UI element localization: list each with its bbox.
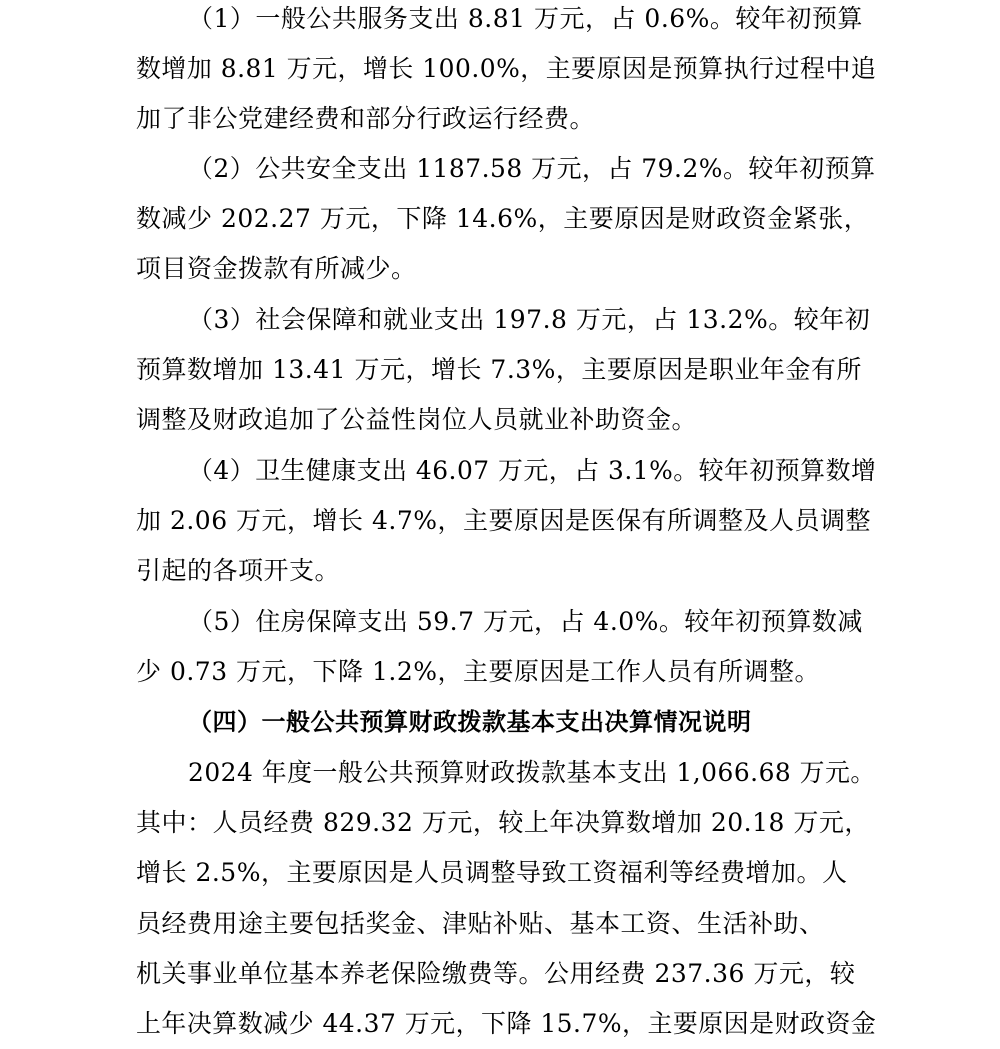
text-line: 项目资金拨款有所减少。 [136, 254, 417, 283]
text-line: （3）社会保障和就业支出 197.8 万元，占 13.2%。较年初 [188, 305, 871, 334]
text-line: 机关事业单位基本养老保险缴费等。公用经费 237.36 万元，较 [136, 959, 856, 988]
text-line: 引起的各项开支。 [136, 556, 341, 585]
text-line: 调整及财政追加了公益性岗位人员就业补助资金。 [136, 405, 698, 434]
text-line: 其中：人员经费 829.32 万元，较上年决算数增加 20.18 万元， [136, 808, 870, 837]
text-line: 预算数增加 13.41 万元，增长 7.3%，主要原因是职业年金有所 [136, 355, 862, 384]
text-line: 数减少 202.27 万元，下降 14.6%，主要原因是财政资金紧张， [136, 204, 870, 233]
text-line: 加了非公党建经费和部分行政运行经费。 [136, 104, 596, 133]
text-line: 加 2.06 万元，增长 4.7%，主要原因是医保有所调整及人员调整 [136, 506, 872, 535]
text-line: 少 0.73 万元，下降 1.2%，主要原因是工作人员有所调整。 [136, 657, 821, 686]
text-line: 增长 2.5%，主要原因是人员调整导致工资福利等经费增加。人 [136, 858, 848, 887]
text-line: 2024 年度一般公共预算财政拨款基本支出 1,066.68 万元。 [188, 758, 876, 787]
text-line: （1）一般公共服务支出 8.81 万元，占 0.6%。较年初预算 [188, 4, 863, 33]
text-line: 上年决算数减少 44.37 万元，下降 15.7%，主要原因是财政资金 [136, 1009, 877, 1038]
text-line: （2）公共安全支出 1187.58 万元，占 79.2%。较年初预算 [188, 154, 876, 183]
text-line: 员经费用途主要包括奖金、津贴补贴、基本工资、生活补助、 [136, 909, 825, 938]
text-line: （5）住房保障支出 59.7 万元，占 4.0%。较年初预算数减 [188, 607, 863, 636]
text-line: （4）卫生健康支出 46.07 万元，占 3.1%。较年初预算数增 [188, 456, 877, 485]
text-line: 数增加 8.81 万元，增长 100.0%，主要原因是预算执行过程中追 [136, 54, 877, 83]
section-heading: （四）一般公共预算财政拨款基本支出决算情况说明 [188, 708, 752, 736]
